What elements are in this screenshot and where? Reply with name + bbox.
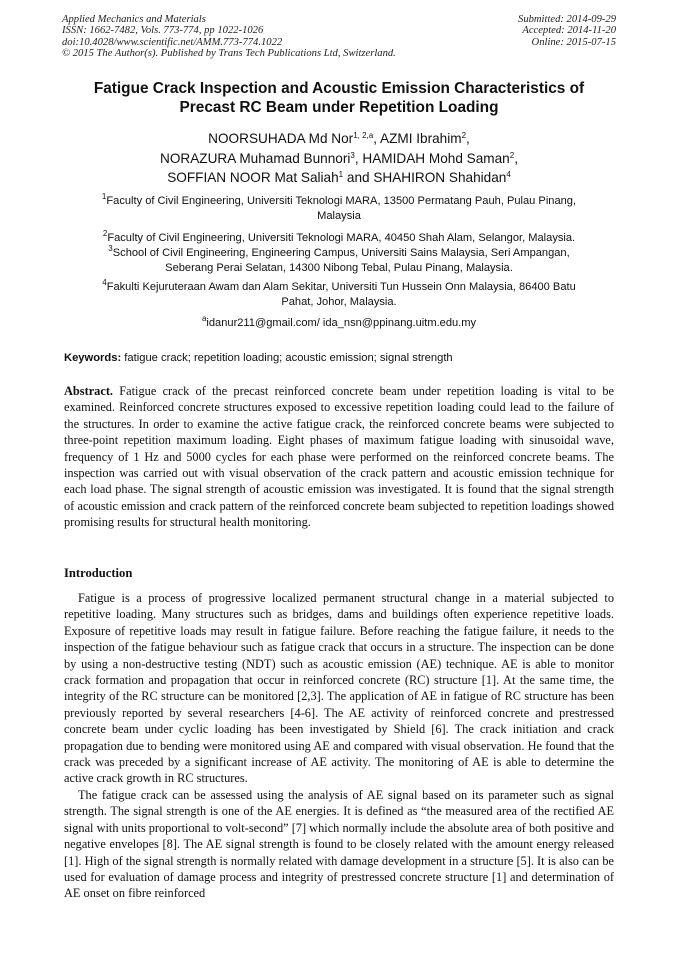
title-line-2: Precast RC Beam under Repetition Loading <box>179 99 499 116</box>
affiliation-sup: 2 <box>102 229 108 238</box>
submitted-date: Submitted: 2014-09-29 <box>518 14 616 25</box>
author-name: HAMIDAH Mohd Saman <box>362 150 510 166</box>
email-text: idanur211@gmail.com/ ida_nsn@ppinang.uitm.edu.my <box>206 317 477 329</box>
email-sup: a <box>201 314 207 323</box>
dates-header <box>518 14 616 48</box>
abstract <box>64 383 614 531</box>
affiliation-line: Malaysia <box>317 210 361 222</box>
author-name: NOORSUHADA Md Nor <box>208 131 354 146</box>
journal-copyright: © 2015 The Author(s). Published by Trans Tech Publications Ltd, Switzerland. <box>62 48 396 60</box>
affiliation-2-3 <box>50 231 628 276</box>
title-line-1: Fatigue Crack Inspection and Acoustic Emission Characteristics of <box>93 80 585 97</box>
introduction-paragraph-1: Fatigue is a process of progressive localized permanent structural change in a material subjected to repetitive loading. Many structures such as bridges, dams and buildings often experience repetitive loads. Exposure of repetitive loads may result in fatigue failure. Before reaching the fatigue failure, it needs to the inspection of the fatigue behaviour such as fatigue crack that occurs in a structure. The inspection can be done by using a non-destructive testing (NDT) such as acoustic emission (AE) technique. AE is able to monitor crack formation and propagation that occur in reinforced concrete (RC) structure [1]. At the same time, the integrity of the RC structure can be monitored [2,3]. The application of AE in fatigue of RC structure has been previously reported by several researchers [4-6]. The AE activity of reinforced concrete and prestressed concrete beam under cyclic loading has been investigated by Shield [6]. The crack initiation and crack propagation due to bending were monitored using AE and compared with visual observation. He found that the crack was preceded by a significant increase of AE activity. The monitoring of AE is able to determine the active crack growth in RC structures. <box>64 591 614 786</box>
keywords <box>64 351 616 365</box>
accepted-date: Accepted: 2014-11-20 <box>522 25 616 37</box>
introduction-paragraph-2: The fatigue crack can be assessed using the analysis of AE signal based on its parameter such as signal strength. The signal strength is one of the AE energies. It is defined as “the measured area of the rectified AE signal with units proportional to volt-second” [7] which normally include the absolute area of both positive and negative envelopes [8]. The AE signal strength is found to be closely related with the amount energy released [1]. High of the signal strength is normally related with damage development in a structure [5]. It is also can be used for evaluation of damage process and integrity of prestressed concrete structure [1] and determination of AE onset on fibre reinforced <box>64 787 614 901</box>
author-sep: , <box>373 131 381 146</box>
author-name: AZMI Ibrahim <box>380 131 462 146</box>
affiliation-text: School of Civil Engineering, Engineering Campus, Universiti Sains Malaysia, Seri Ampangan, <box>112 247 570 259</box>
author-email <box>50 316 628 331</box>
affiliation-line <box>50 194 628 209</box>
journal-header <box>62 14 396 60</box>
abstract-label: Abstract. <box>64 384 114 398</box>
journal-doi: doi:10.4028/www.scientific.net/AMM.773-774.1022 <box>62 36 283 48</box>
affiliation-line <box>50 280 628 295</box>
author-and: and <box>343 170 374 185</box>
author-sep: , <box>354 150 363 166</box>
introduction-heading: Introduction <box>64 566 133 580</box>
affiliation-text: Faculty of Civil Engineering, Universiti Teknologi MARA, 40450 Shah Alam, Selangor, Malaysia. <box>107 232 576 244</box>
keywords-label: Keywords: <box>64 352 122 364</box>
online-date: Online: 2015-07-15 <box>531 36 616 48</box>
journal-issn: ISSN: 1662-7482, Vols. 773-774, pp 1022-1026 <box>62 25 264 37</box>
affiliation-text: Fakulti Kejuruteraan Awam dan Alam Sekitar, Universiti Tun Hussein Onn Malaysia, 86400 Batu <box>106 281 576 293</box>
journal-name: Applied Mechanics and Materials <box>62 14 206 25</box>
affiliation-line <box>50 231 628 246</box>
affiliation-sup: 4 <box>102 278 107 287</box>
author-sup: 4 <box>506 170 511 179</box>
author-name: SHAHIRON Shahidan <box>373 170 507 185</box>
paper-title <box>60 79 618 117</box>
affiliation-line: Pahat, Johor, Malaysia. <box>281 296 397 308</box>
authors-line-1: NOORSUHADA Md Nor$^{1, 2,a}$, AZMI Ibrahim$^2$, <box>208 131 470 146</box>
keywords-text: fatigue crack; repetition loading; acoustic emission; signal strength <box>121 352 453 364</box>
author-sup: 3 <box>350 150 355 160</box>
affiliation-4 <box>50 280 628 310</box>
author-sup: 2 <box>461 131 467 140</box>
affiliation-line <box>50 246 628 261</box>
affiliation-sup: 3 <box>108 244 113 253</box>
affiliation-sup: 1 <box>101 192 107 201</box>
authors-line-2: NORAZURA Muhamad Bunnori$^3$, HAMIDAH Mohd Saman$^2$, <box>160 150 518 166</box>
affiliation-text: Faculty of Civil Engineering, Universiti Teknologi MARA, 13500 Permatang Pauh, Pulau Pinang, <box>106 195 577 207</box>
introduction-body <box>64 590 614 902</box>
author-sup: 1, 2,a <box>353 131 374 140</box>
abstract-text: Fatigue crack of the precast reinforced concrete beam under repetition loading is vital to be examined. Reinforced concrete structures exposed to excessive repetition loading could lead to the failure of the structures. In order to examine the active fatigue crack, the reinforced concrete beams were subjected to three-point repetition maximum loading. Eight phases of maximum fatigue loading with sinusoidal wave, frequency of 1 Hz and 5000 cycles for each phase were performed on the reinforced concrete beams. The inspection was carried out with visual observation of the crack pattern and acoustic emission technique for each load phase. The signal strength of acoustic emission was investigated. It is found that the signal strength of acoustic emission and crack pattern of the reinforced concrete beam subjected to repetition loadings showed promising results for structural health monitoring. <box>64 384 614 530</box>
affiliation-line: Seberang Perai Selatan, 14300 Nibong Tebal, Pulau Pinang, Malaysia. <box>165 262 513 274</box>
author-sup: 2 <box>509 150 515 160</box>
author-list <box>50 129 628 188</box>
author-sup: 1 <box>338 170 344 179</box>
authors-line-3 <box>50 168 628 188</box>
affiliation-1 <box>50 194 628 224</box>
author-name: NORAZURA Muhamad Bunnori <box>160 150 351 166</box>
author-name: SOFFIAN NOOR Mat Saliah <box>167 170 339 185</box>
